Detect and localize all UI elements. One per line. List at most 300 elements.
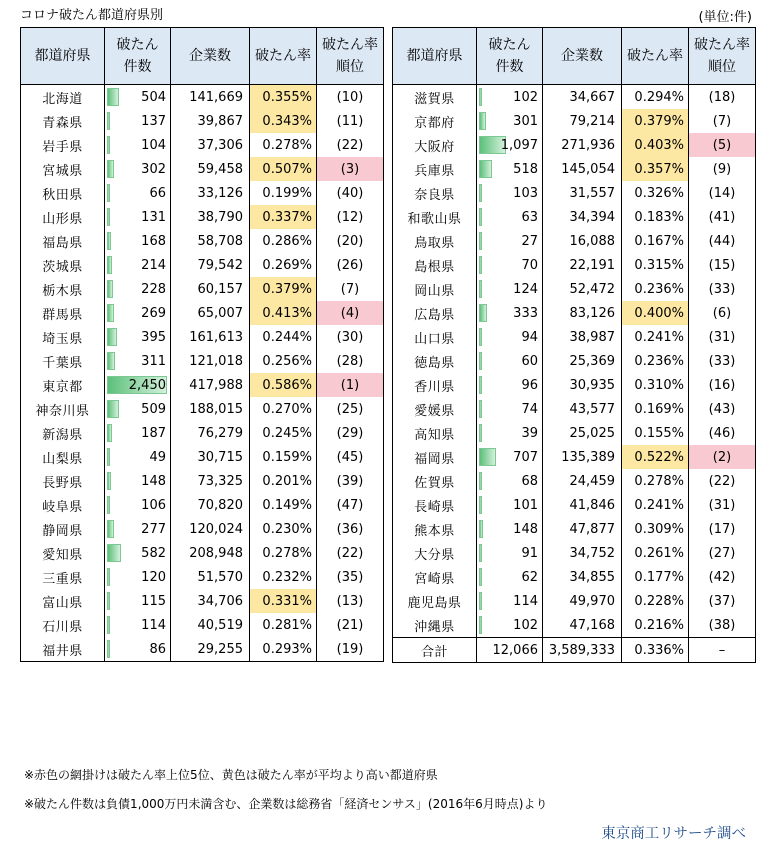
bankruptcy-rate: 0.379% [622,109,689,133]
table-row [21,133,384,157]
table-row [21,157,384,181]
count-bar [107,448,110,466]
table-row [393,493,756,517]
count-bar [107,136,110,154]
prefecture-name: 兵庫県 [393,157,477,181]
bankruptcy-rate: 0.159% [250,445,317,469]
prefecture-name: 秋田県 [21,181,105,205]
bankruptcy-rate: 0.413% [250,301,317,325]
table-row [393,397,756,421]
prefecture-name: 福島県 [21,229,105,253]
rate-rank: (40) [317,181,384,205]
company-count: 29,255 [171,637,250,662]
table-row [393,373,756,397]
company-count: 16,088 [543,229,622,253]
company-count: 76,279 [171,421,250,445]
bankruptcy-rate: 0.236% [622,277,689,301]
rate-rank: (15) [689,253,756,277]
prefecture-name: 栃木県 [21,277,105,301]
count-bar [479,544,482,562]
prefecture-name: 広島県 [393,301,477,325]
prefecture-name: 愛媛県 [393,397,477,421]
prefecture-name: 岐阜県 [21,493,105,517]
bankruptcy-count: 137 [105,109,171,133]
table-row [393,133,756,157]
bankruptcy-count: 63 [477,205,543,229]
prefecture-name: 福岡県 [393,445,477,469]
prefecture-name: 島根県 [393,253,477,277]
rate-rank: (22) [689,469,756,493]
bankruptcy-rate: 0.337% [250,205,317,229]
rate-rank: (39) [317,469,384,493]
bankruptcy-count: 106 [105,493,171,517]
rate-rank: (33) [689,349,756,373]
count-bar [107,544,121,562]
prefecture-name: 新潟県 [21,421,105,445]
prefecture-name: 熊本県 [393,517,477,541]
total-row [393,638,756,663]
bankruptcy-rate: 0.261% [622,541,689,565]
bankruptcy-rate: 0.286% [250,229,317,253]
rate-rank: (36) [317,517,384,541]
header-rank: 破たん率 順位 [689,28,756,85]
count-bar [479,328,482,346]
prefecture-name: 鹿児島県 [393,589,477,613]
bankruptcy-rate: 0.522% [622,445,689,469]
bankruptcy-count: 1,097 [477,133,543,157]
company-count: 120,024 [171,517,250,541]
company-count: 58,708 [171,229,250,253]
bankruptcy-count: 168 [105,229,171,253]
prefecture-name: 群馬県 [21,301,105,325]
bankruptcy-rate: 0.403% [622,133,689,157]
bankruptcy-count: 214 [105,253,171,277]
company-count: 60,157 [171,277,250,301]
bankruptcy-rate: 0.294% [622,85,689,110]
bankruptcy-rate: 0.177% [622,565,689,589]
bankruptcy-rate: 0.343% [250,109,317,133]
count-bar [479,304,487,322]
table-row [393,253,756,277]
table-row [21,541,384,565]
count-bar [107,208,110,226]
rate-rank: (42) [689,565,756,589]
prefecture-name: 沖縄県 [393,613,477,638]
count-bar [107,496,110,514]
rate-rank: (45) [317,445,384,469]
table-row [21,253,384,277]
company-count: 145,054 [543,157,622,181]
count-bar [479,280,482,298]
count-bar [107,304,114,322]
rate-rank: (1) [317,373,384,397]
bankruptcy-rate: 0.315% [622,253,689,277]
table-row [21,613,384,637]
company-count: 37,306 [171,133,250,157]
table-row [393,205,756,229]
prefecture-name: 三重県 [21,565,105,589]
bankruptcy-rate: 0.326% [622,181,689,205]
table-row [21,205,384,229]
bankruptcy-rate: 0.278% [250,541,317,565]
bankruptcy-count: 269 [105,301,171,325]
header-rate: 破たん率 [622,28,689,85]
company-count: 43,577 [543,397,622,421]
table-row [393,517,756,541]
bankruptcy-count: 311 [105,349,171,373]
company-count: 41,846 [543,493,622,517]
company-count: 49,970 [543,589,622,613]
prefecture-name: 福井県 [21,637,105,662]
bankruptcy-rate: 0.228% [622,589,689,613]
company-count: 47,877 [543,517,622,541]
bankruptcy-rate: 0.232% [250,565,317,589]
count-bar [479,88,482,106]
bankruptcy-count: 86 [105,637,171,662]
table-row [393,85,756,110]
table-row [21,85,384,110]
company-count: 83,126 [543,301,622,325]
prefecture-name: 佐賀県 [393,469,477,493]
bankruptcy-count: 131 [105,205,171,229]
prefecture-name: 宮城県 [21,157,105,181]
header-bankruptcy-count: 破たん 件数 [477,28,543,85]
company-count: 79,214 [543,109,622,133]
table-row [393,325,756,349]
header-rank: 破たん率 順位 [317,28,384,85]
rate-rank: (20) [317,229,384,253]
bankruptcy-rate: 0.201% [250,469,317,493]
bankruptcy-rate: 0.216% [622,613,689,638]
company-count: 141,669 [171,85,250,110]
table-row [21,565,384,589]
bankruptcy-count: 39 [477,421,543,445]
header-prefecture: 都道府県 [393,28,477,85]
table-row [393,565,756,589]
bankruptcy-count: 114 [105,613,171,637]
bankruptcy-count: 60 [477,349,543,373]
rate-rank: (9) [689,157,756,181]
rate-rank: (11) [317,109,384,133]
count-bar [479,592,482,610]
table-row [21,325,384,349]
rate-rank: (22) [317,133,384,157]
count-bar [107,352,115,370]
bankruptcy-rate: 0.241% [622,325,689,349]
bankruptcy-rate: 0.155% [622,421,689,445]
rate-rank: (28) [317,349,384,373]
bankruptcy-count: 66 [105,181,171,205]
count-bar [479,424,482,442]
prefecture-name: 茨城県 [21,253,105,277]
rate-rank: (29) [317,421,384,445]
bankruptcy-count: 120 [105,565,171,589]
prefecture-table-left [20,27,384,662]
company-count: 59,458 [171,157,250,181]
company-count: 208,948 [171,541,250,565]
company-count: 31,557 [543,181,622,205]
prefecture-name: 岩手県 [21,133,105,157]
count-bar [107,184,110,202]
count-bar [107,256,112,274]
bankruptcy-count: 102 [477,85,543,110]
header-companies: 企業数 [543,28,622,85]
prefecture-name: 神奈川県 [21,397,105,421]
count-bar [107,568,110,586]
rate-rank: (44) [689,229,756,253]
bankruptcy-count: 148 [105,469,171,493]
company-count: 73,325 [171,469,250,493]
prefecture-name: 大分県 [393,541,477,565]
company-count: 188,015 [171,397,250,421]
table-row [21,421,384,445]
table-row [393,613,756,638]
bankruptcy-rate: 0.507% [250,157,317,181]
bankruptcy-rate: 0.230% [250,517,317,541]
bankruptcy-count: 228 [105,277,171,301]
table-row [21,445,384,469]
rate-rank: (26) [317,253,384,277]
bankruptcy-count: 504 [105,85,171,110]
rate-rank: (2) [689,445,756,469]
bankruptcy-count: 96 [477,373,543,397]
rate-rank: (41) [689,205,756,229]
table-row [21,349,384,373]
table-row [393,349,756,373]
company-count: 38,790 [171,205,250,229]
prefecture-name: 徳島県 [393,349,477,373]
total-companies: 3,589,333 [543,638,622,663]
bankruptcy-rate: 0.309% [622,517,689,541]
count-bar [107,400,119,418]
rate-rank: (22) [317,541,384,565]
company-count: 79,542 [171,253,250,277]
table-title: コロナ破たん都道府県別 [20,8,164,23]
company-count: 161,613 [171,325,250,349]
company-count: 33,126 [171,181,250,205]
rate-rank: (43) [689,397,756,421]
count-bar [479,496,482,514]
rate-rank: (6) [689,301,756,325]
bankruptcy-count: 101 [477,493,543,517]
table-row [393,469,756,493]
count-bar [479,160,492,178]
count-bar [107,328,117,346]
count-bar [479,568,482,586]
bankruptcy-rate: 0.199% [250,181,317,205]
count-bar [107,280,113,298]
company-count: 34,394 [543,205,622,229]
bankruptcy-count: 518 [477,157,543,181]
table-row [21,109,384,133]
bankruptcy-count: 302 [105,157,171,181]
prefecture-name: 静岡県 [21,517,105,541]
bankruptcy-rate: 0.149% [250,493,317,517]
bankruptcy-count: 104 [105,133,171,157]
table-row [21,181,384,205]
rate-rank: (3) [317,157,384,181]
rate-rank: (27) [689,541,756,565]
table-row [21,373,384,397]
bankruptcy-rate: 0.281% [250,613,317,637]
company-count: 38,987 [543,325,622,349]
count-bar [107,88,119,106]
company-count: 52,472 [543,277,622,301]
rate-rank: (31) [689,493,756,517]
company-count: 34,706 [171,589,250,613]
company-count: 34,667 [543,85,622,110]
bankruptcy-count: 395 [105,325,171,349]
total-rank: – [689,638,756,663]
bankruptcy-count: 2,450 [105,373,171,397]
rate-rank: (21) [317,613,384,637]
prefecture-name: 埼玉県 [21,325,105,349]
company-count: 70,820 [171,493,250,517]
prefecture-name: 長崎県 [393,493,477,517]
bankruptcy-rate: 0.293% [250,637,317,662]
company-count: 25,369 [543,349,622,373]
footnote-highlight: ※赤色の網掛けは破たん率上位5位、黄色は破たん率が平均より高い都道府県 [24,768,438,782]
company-count: 30,935 [543,373,622,397]
bankruptcy-count: 277 [105,517,171,541]
header-bankruptcy-count: 破たん 件数 [105,28,171,85]
count-bar [479,472,482,490]
company-count: 65,007 [171,301,250,325]
table-row [393,541,756,565]
company-count: 51,570 [171,565,250,589]
bankruptcy-count: 707 [477,445,543,469]
count-bar [107,592,110,610]
bankruptcy-count: 68 [477,469,543,493]
rate-rank: (10) [317,85,384,110]
bankruptcy-rate: 0.355% [250,85,317,110]
company-count: 121,018 [171,349,250,373]
rate-rank: (25) [317,397,384,421]
rate-rank: (30) [317,325,384,349]
rate-rank: (5) [689,133,756,157]
footnote-source: ※破たん件数は負債1,000万円未満含む、企業数は総務省「経済センサス」(2016年6月時点)より [24,797,548,811]
rate-rank: (12) [317,205,384,229]
company-count: 39,867 [171,109,250,133]
company-count: 417,988 [171,373,250,397]
unit-label: (単位:件) [698,10,752,25]
bankruptcy-rate: 0.241% [622,493,689,517]
rate-rank: (31) [689,325,756,349]
bankruptcy-count: 301 [477,109,543,133]
table-row [393,157,756,181]
bankruptcy-count: 509 [105,397,171,421]
prefecture-name: 愛知県 [21,541,105,565]
company-count: 34,752 [543,541,622,565]
table-row [21,469,384,493]
rate-rank: (47) [317,493,384,517]
bankruptcy-rate: 0.400% [622,301,689,325]
prefecture-name: 宮崎県 [393,565,477,589]
bankruptcy-count: 49 [105,445,171,469]
rate-rank: (46) [689,421,756,445]
bankruptcy-count: 74 [477,397,543,421]
bankruptcy-count: 124 [477,277,543,301]
company-count: 135,389 [543,445,622,469]
bankruptcy-count: 114 [477,589,543,613]
count-bar [479,352,482,370]
table-row [393,421,756,445]
company-count: 24,459 [543,469,622,493]
bankruptcy-rate: 0.357% [622,157,689,181]
prefecture-name: 高知県 [393,421,477,445]
count-bar [107,640,110,658]
rate-rank: (33) [689,277,756,301]
table-row [393,181,756,205]
table-row [21,493,384,517]
rate-rank: (37) [689,589,756,613]
rate-rank: (18) [689,85,756,110]
table-row [21,517,384,541]
count-bar [107,232,111,250]
rate-rank: (16) [689,373,756,397]
count-bar [107,616,110,634]
count-bar [107,160,114,178]
bankruptcy-rate: 0.256% [250,349,317,373]
bankruptcy-count: 27 [477,229,543,253]
prefecture-name: 京都府 [393,109,477,133]
bankruptcy-count: 102 [477,613,543,638]
rate-rank: (13) [317,589,384,613]
table-row [21,277,384,301]
company-count: 25,025 [543,421,622,445]
bankruptcy-count: 187 [105,421,171,445]
rate-rank: (17) [689,517,756,541]
prefecture-name: 青森県 [21,109,105,133]
bankruptcy-rate: 0.167% [622,229,689,253]
table-row [21,589,384,613]
count-bar [479,184,482,202]
prefecture-name: 和歌山県 [393,205,477,229]
table-row [21,397,384,421]
prefecture-name: 奈良県 [393,181,477,205]
count-bar [479,376,482,394]
prefecture-name: 山梨県 [21,445,105,469]
rate-rank: (35) [317,565,384,589]
total-count: 12,066 [477,638,543,663]
bankruptcy-rate: 0.169% [622,397,689,421]
count-bar [479,448,496,466]
count-bar [107,424,112,442]
prefecture-table-right [392,27,756,663]
bankruptcy-rate: 0.310% [622,373,689,397]
prefecture-name: 富山県 [21,589,105,613]
prefecture-name: 大阪府 [393,133,477,157]
rate-rank: (19) [317,637,384,662]
total-label: 合計 [393,638,477,663]
prefecture-name: 山形県 [21,205,105,229]
count-bar [479,256,482,274]
bankruptcy-count: 148 [477,517,543,541]
bankruptcy-rate: 0.183% [622,205,689,229]
table-row [393,229,756,253]
count-bar [479,400,482,418]
bankruptcy-count: 70 [477,253,543,277]
company-count: 47,168 [543,613,622,638]
bankruptcy-count: 91 [477,541,543,565]
table-row [393,109,756,133]
table-row [393,445,756,469]
table-row [393,301,756,325]
total-rate: 0.336% [622,638,689,663]
rate-rank: (4) [317,301,384,325]
prefecture-name: 香川県 [393,373,477,397]
prefecture-name: 東京都 [21,373,105,397]
